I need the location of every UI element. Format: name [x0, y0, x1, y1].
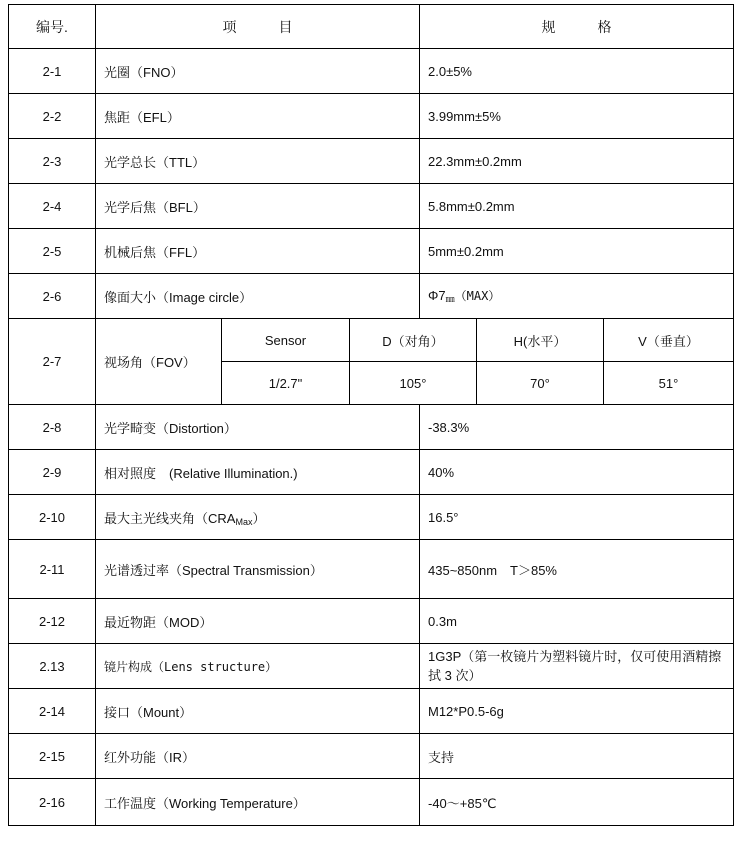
row-value: 2.0±5%	[420, 49, 734, 94]
table-row	[9, 94, 734, 139]
row-value: 435~850nm T＞85%	[420, 540, 734, 599]
row-item: 接口（Mount）	[96, 689, 420, 734]
row-value: 5mm±0.2mm	[420, 229, 734, 274]
row-value: 40%	[420, 450, 734, 495]
row-number: 2-4	[9, 184, 96, 229]
row-number: 2-16	[9, 779, 96, 826]
image-circle-unit: ㎜	[445, 294, 455, 304]
table-row	[9, 779, 734, 826]
header-spec: 规 格	[420, 5, 734, 49]
row-number: 2-5	[9, 229, 96, 274]
row-value: 3.99mm±5%	[420, 94, 734, 139]
row-number: 2-11	[9, 540, 96, 599]
row-number: 2-3	[9, 139, 96, 184]
cra-close: ）	[252, 510, 266, 526]
table-row	[9, 599, 734, 644]
row-value: M12*P0.5-6g	[420, 689, 734, 734]
row-value: 22.3mm±0.2mm	[420, 139, 734, 184]
table-row	[9, 734, 734, 779]
row-item: 光谱透过率（Spectral Transmission）	[96, 540, 420, 599]
image-circle-suffix: （MAX）	[454, 289, 501, 303]
row-item: 光学后焦（BFL）	[96, 184, 420, 229]
table-row	[9, 49, 734, 94]
row-number: 2-9	[9, 450, 96, 495]
header-no: 编号.	[9, 5, 96, 49]
row-number: 2.13	[9, 644, 96, 689]
header-row	[9, 5, 734, 49]
row-value: 0.3m	[420, 599, 734, 644]
row-value: 支持	[420, 734, 734, 779]
row-number: 2-8	[9, 405, 96, 450]
row-number: 2-15	[9, 734, 96, 779]
row-number: 2-10	[9, 495, 96, 540]
header-item: 项 目	[96, 5, 420, 49]
row-item: 工作温度（Working Temperature）	[96, 779, 420, 826]
row-number: 2-6	[9, 274, 96, 319]
table-row	[9, 540, 734, 599]
fov-header-sensor: Sensor	[222, 319, 350, 362]
cra-subscript: Max	[235, 516, 253, 527]
table-row	[9, 184, 734, 229]
row-item: 光圈（FNO）	[96, 49, 420, 94]
row-value: 1G3P（第一枚镜片为塑料镜片时，仅可使用酒精擦拭 3 次）	[420, 644, 734, 689]
fov-header-vertical: V（垂直）	[604, 319, 734, 362]
fov-value-diagonal: 105°	[350, 362, 477, 405]
row-value: -38.3%	[420, 405, 734, 450]
row-number: 2-7	[9, 319, 96, 405]
spec-table	[8, 4, 734, 826]
fov-value-horizontal: 70°	[477, 362, 604, 405]
row-item: 镜片构成（Lens structure）	[96, 644, 420, 689]
fov-header-diagonal: D（对角）	[350, 319, 477, 362]
row-item: 焦距（EFL）	[96, 94, 420, 139]
row-item: 光学畸变（Distortion）	[96, 405, 420, 450]
row-value: -40～+85℃	[420, 779, 734, 826]
table-row	[9, 405, 734, 450]
row-item: 红外功能（IR）	[96, 734, 420, 779]
row-item	[96, 495, 420, 540]
table-row	[9, 450, 734, 495]
row-value: 5.8mm±0.2mm	[420, 184, 734, 229]
row-item: 光学总长（TTL）	[96, 139, 420, 184]
row-number: 2-2	[9, 94, 96, 139]
image-circle-prefix: Φ7	[428, 288, 446, 303]
row-number: 2-14	[9, 689, 96, 734]
row-item: 相对照度 (Relative Illumination.)	[96, 450, 420, 495]
table-row	[9, 644, 734, 689]
table-row	[9, 139, 734, 184]
row-number: 2-1	[9, 49, 96, 94]
cra-label: 最大主光线夹角（CRA	[104, 510, 236, 526]
fov-value-sensor: 1/2.7"	[222, 362, 350, 405]
fov-header-horizontal: H(水平）	[477, 319, 604, 362]
row-number: 2-12	[9, 599, 96, 644]
fov-value-vertical: 51°	[604, 362, 734, 405]
row-item: 像面大小（Image circle）	[96, 274, 420, 319]
table-row	[9, 689, 734, 734]
row-item: 机械后焦（FFL）	[96, 229, 420, 274]
table-row	[9, 229, 734, 274]
row-value	[420, 274, 734, 319]
table-row	[9, 274, 734, 319]
row-item: 最近物距（MOD）	[96, 599, 420, 644]
table-row	[9, 495, 734, 540]
row-value: 16.5°	[420, 495, 734, 540]
fov-item: 视场角（FOV）	[96, 319, 222, 405]
fov-header-row	[9, 319, 734, 362]
